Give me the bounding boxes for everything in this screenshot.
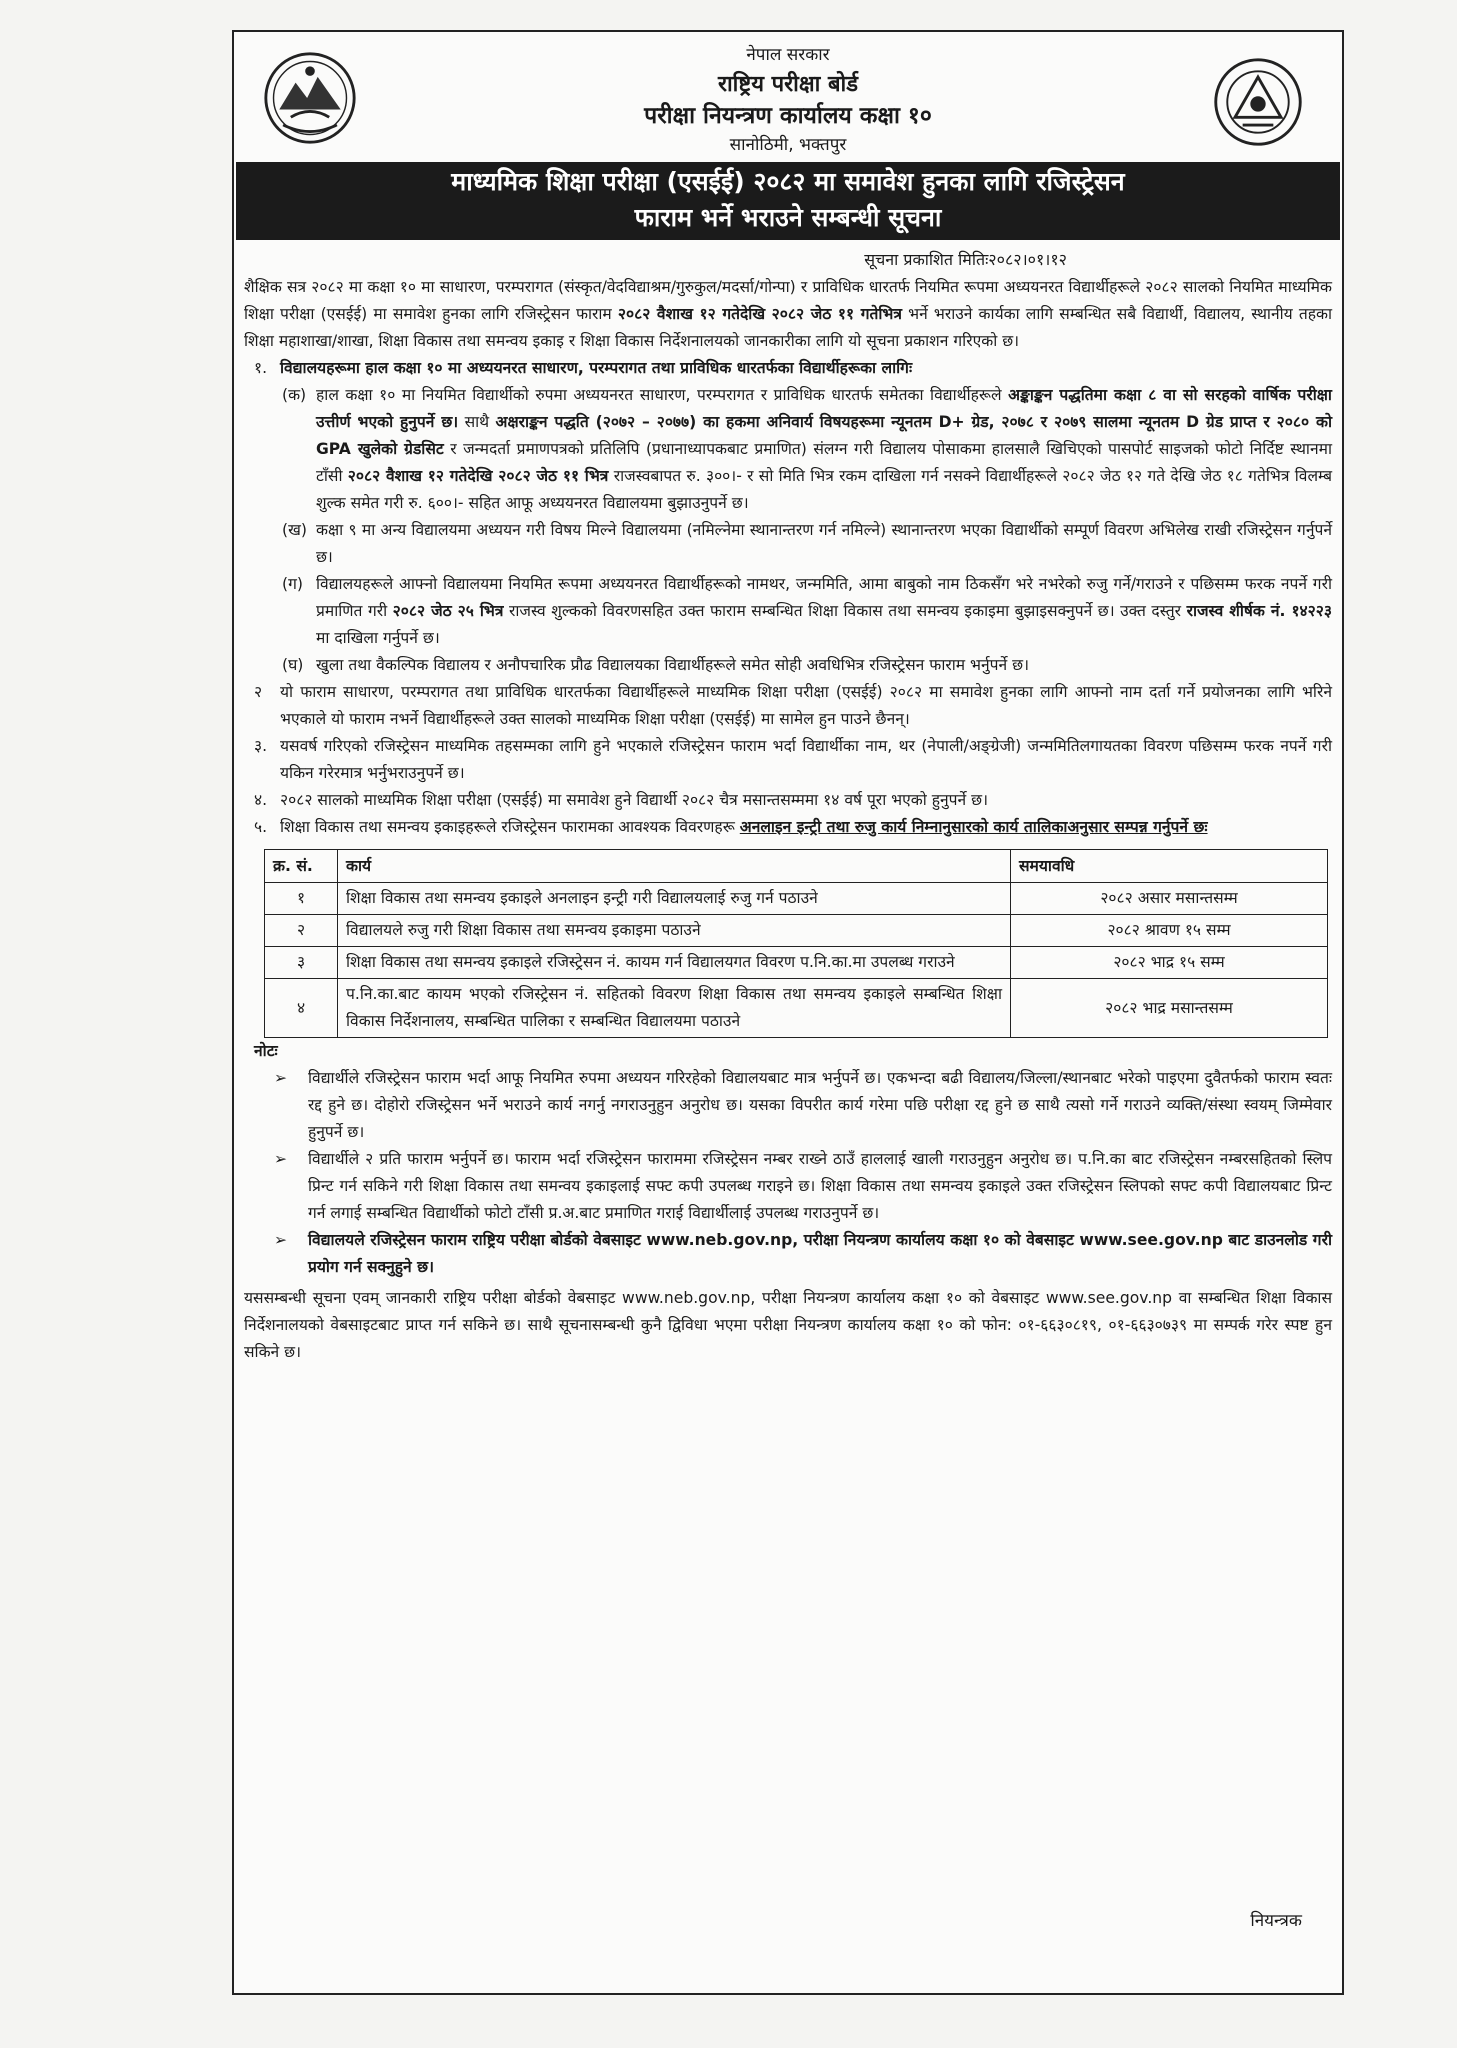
item-bold: २०८२ वैशाख १२ गतेदेखि २०८२ जेठ ११ भित्र — [347, 467, 609, 485]
intro-text-end: भर्ने भराउने कार्यका लागि सम्बन्धित सबै विद्यार्थी, विद्यालय, स्थानीय तहका शिक्षा महाशाखा/शाखा, शिक्षा विकास तथा समन्वय इकाइ र शिक्षा विकास निर्देशनालयको जानकारीका लागि यो सूचना प्रकाशन गरिएको छ। — [244, 305, 1333, 350]
item-text: र जन्मदर्ता प्रमाणपत्रको प्रतिलिपि (प्रधानाध्यापकबाट प्रमाणित) संलग्न गरी विद्यालय पोसाकमा हालसालै खिचिएको पासपोर्ट साइजको फोटो निर्दिष्ट स्थानमा टाँसी — [316, 440, 1332, 485]
item-marker: (ख) — [282, 521, 307, 539]
section-number: ५. — [254, 818, 268, 836]
government-name: नेपाल सरकार — [746, 45, 830, 65]
row-period: २०८२ असार मसान्तसम्म — [1011, 883, 1328, 915]
board-seal-icon — [1210, 54, 1306, 150]
notice-title-banner — [236, 162, 1340, 240]
item-text: खुला तथा वैकल्पिक विद्यालय र अनौपचारिक प्रौढ विद्यालयका विद्यार्थीहरूले समेत सोही अवधिभित्र रजिस्ट्रेसन फाराम भर्नुपर्ने छ। — [316, 656, 1029, 674]
header-sn: क्र. सं. — [265, 850, 338, 883]
item-text: राजस्वबापत रु. ३००।- र सो मिति भित्र रकम दाखिला गर्न नसक्ने विद्यार्थीहरूले २०८२ जेठ १२ गते देखि जेठ १८ गतेभित्र विलम्ब शुल्क समेत गरी रु. ६००।- सहित आफू अध्ययनरत विद्यालयमा बुझाउनुपर्ने छ। — [316, 467, 1332, 512]
publish-date: सूचना प्रकाशित मितिः२०८२।०१।१२ — [864, 250, 1067, 269]
section-3 — [244, 733, 1332, 787]
item-text: साथै — [458, 413, 496, 431]
row-period: २०८२ भाद्र मसान्तसम्म — [1011, 979, 1328, 1038]
item-text: विद्यालयहरूले आफ्नो विद्यालयमा नियमित रूपमा अध्ययनरत विद्यार्थीहरूको नामथर, जन्ममिति, आमा बाबुको नाम ठिकसँग भरे नभरेको रुजु गर्ने/गराउने र पछिसम्म फरक नपर्ने गरी प्रमाणित गरी — [316, 575, 1332, 620]
item-text: हाल कक्षा १० मा नियमित विद्यार्थीको रुपमा अध्ययनरत साधारण, परम्परागत र प्राविधिक धारतर्फ समेतका विद्यार्थीहरूले — [316, 386, 1009, 404]
board-name: राष्ट्रिय परीक्षा बोर्ड — [717, 72, 858, 97]
item-bold: राजस्व शीर्षक नं. १४२२३ — [1186, 602, 1332, 620]
row-sn: ३ — [265, 947, 338, 979]
section-1-title — [244, 355, 1332, 382]
section-number: ४. — [254, 791, 268, 809]
item-bold: अक्षराङ्कन पद्धति (२०७२ – २०७७) का हकमा अनिवार्य विषयहरूमा न्यूनतम D+ ग्रेड, २०७८ र २०७९ सालमा न्यूनतम D ग्रेड प्राप्त र २०८० को GPA खुलेको ग्रेडसिट — [316, 413, 1332, 458]
header-task: कार्य — [338, 850, 1011, 883]
item-text: मा दाखिला गर्नुपर्ने छ। — [316, 629, 440, 647]
table-row — [265, 883, 1328, 915]
schedule-table — [264, 849, 1328, 1038]
row-task: विद्यालयले रुजु गरी शिक्षा विकास तथा समन्वय इकाइमा पठाउने — [338, 915, 1011, 947]
section-text: शिक्षा विकास तथा समन्वय इकाइहरूले रजिस्ट्रेसन फारामका आवश्यक विवरणहरू — [280, 818, 740, 836]
note-item — [244, 1146, 1332, 1227]
row-sn: १ — [265, 883, 338, 915]
note-text: विद्यालयले रजिस्ट्रेसन फाराम राष्ट्रिय परीक्षा बोर्डको वेबसाइट www.neb.gov.np, परीक्षा नियन्त्रण कार्यालय कक्षा १० को वेबसाइट www.see.gov.np बाट डाउनलोड गरी प्रयोग गर्न सक्नुहुने छ। — [308, 1231, 1332, 1276]
note-text: विद्यार्थीले रजिस्ट्रेसन फाराम भर्दा आफू नियमित रुपमा अध्ययन गरिरहेको विद्यालयबाट मात्र भर्नुपर्ने छ। एकभन्दा बढी विद्यालय/जिल्ला/स्थानबाट भरेको पाइएमा दुवैतर्फको फाराम स्वतः रद्द हुने छ। दोहोरो रजिस्ट्रेसन भर्ने भराउने कार्य नगर्नु नगराउनुहुन अनुरोध छ। यसका विपरीत कार्य गरेमा पछि परीक्षा रद्द हुने छ साथै त्यसो गर्ने गराउने व्यक्ति/संस्था स्वयम् जिम्मेवार हुनुपर्ने छ। — [308, 1069, 1332, 1141]
item-text: राजस्व शुल्कको विवरणसहित उक्त फाराम सम्बन्धित शिक्षा विकास तथा समन्वय इकाइमा बुझाइसक्नुपर्ने छ। उक्त दस्तुर — [503, 602, 1187, 620]
arrow-bullet-icon: ➢ — [274, 1150, 288, 1168]
letterhead — [234, 32, 1342, 162]
item-marker: (घ) — [282, 656, 304, 674]
note-item — [244, 1227, 1332, 1281]
section-text: यो फाराम साधारण, परम्परागत तथा प्राविधिक धारतर्फका विद्यार्थीहरूले माध्यमिक शिक्षा परीक्षा (एसईई) २०८२ मा समावेश हुनका लागि आफ्नो नाम दर्ता गर्ने प्रयोजनका लागि भरिने भएकाले यो फाराम नभर्ने विद्यार्थीहरूले उक्त सालको माध्यमिक शिक्षा परीक्षा (एसईई) मा सामेल हुन पाउने छैनन्। — [280, 683, 1332, 728]
row-period: २०८२ श्रावण १५ सम्म — [1011, 915, 1328, 947]
section-1-ka — [244, 382, 1332, 517]
row-sn: ४ — [265, 979, 338, 1038]
section-bold: अनलाइन इन्ट्री तथा रुजु कार्य निम्नानुसारको कार्य तालिकाअनुसार सम्पन्न गर्नुपर्ने छः — [739, 818, 1208, 836]
section-1-ga — [244, 571, 1332, 652]
row-task: शिक्षा विकास तथा समन्वय इकाइले रजिस्ट्रेसन नं. कायम गर्न विद्यालयगत विवरण प.नि.का.मा उपलब्ध गराउने — [338, 947, 1011, 979]
section-text: यसवर्ष गरिएको रजिस्ट्रेसन माध्यमिक तहसम्मका लागि हुने भएकाले रजिस्ट्रेसन फाराम भर्दा विद्यार्थीका नाम, थर (नेपाली/अङ्ग्रेजी) जन्ममितिलगायतका विवरण पछिसम्म फरक नपर्ने गरी यकिन गरेरमात्र भर्नुभराउनुपर्ने छ। — [280, 737, 1332, 782]
table-row — [265, 979, 1328, 1038]
section-text: २०८२ सालको माध्यमिक शिक्षा परीक्षा (एसईई) मा समावेश हुने विद्यार्थी २०८२ चैत्र मसान्तसम्ममा १४ वर्ष पूरा भएको हुनुपर्ने छ। — [280, 791, 988, 809]
title-line-2: फाराम भर्ने भराउने सम्बन्धी सूचना — [634, 203, 942, 232]
row-period: २०८२ भाद्र १५ सम्म — [1011, 947, 1328, 979]
table-row — [265, 915, 1328, 947]
row-sn: २ — [265, 915, 338, 947]
section-1-gha — [244, 652, 1332, 679]
item-text: कक्षा ९ मा अन्य विद्यालयमा अध्ययन गरी विषय मिल्ने विद्यालयमा (नमिल्नेमा स्थानान्तरण गर्न नमिल्ने) स्थानान्तरण भएका विद्यार्थीको सम्पूर्ण विवरण अभिलेख राखी रजिस्ट्रेसन गर्नुपर्ने छ। — [316, 521, 1332, 566]
item-marker: (क) — [282, 386, 307, 404]
table-row — [265, 947, 1328, 979]
section-2 — [244, 679, 1332, 733]
notice-page — [232, 30, 1344, 1995]
row-task: प.नि.का.बाट कायम भएको रजिस्ट्रेसन नं. सहितको विवरण शिक्षा विकास तथा समन्वय इकाइले सम्बन्धित शिक्षा विकास निर्देशनालय, सम्बन्धित पालिका र सम्बन्धित विद्यालयमा पठाउने — [338, 979, 1011, 1038]
section-number: २ — [254, 683, 263, 701]
section-heading: विद्यालयहरूमा हाल कक्षा १० मा अध्ययनरत साधारण, परम्परागत तथा प्राविधिक धारतर्फका विद्यार्थीहरूका लागिः — [280, 359, 913, 377]
note-item — [244, 1065, 1332, 1146]
note-text: विद्यार्थीले २ प्रति फाराम भर्नुपर्ने छ। फाराम भर्दा रजिस्ट्रेसन फाराममा रजिस्ट्रेसन नम्बर राख्ने ठाउँ हाललाई खाली गराउनुहुन अनुरोध छ। प.नि.का बाट रजिस्ट्रेसन नम्बरसहितको स्लिप प्रिन्ट गर्न सकिने गरी शिक्षा विकास तथा समन्वय इकाइलाई सफ्ट कपी उपलब्ध गराइने छ। शिक्षा विकास तथा समन्वय इकाइले उक्त रजिस्ट्रेसन स्लिपको सफ्ट कपी विद्यालयबाट प्रिन्ट गर्न लगाई सम्बन्धित विद्यार्थीको फोटो टाँसी प्र.अ.बाट प्रमाणित गराई विद्यार्थीलाई उपलब्ध गराउनुपर्ने छ। — [308, 1150, 1332, 1222]
intro-paragraph — [244, 274, 1332, 355]
closing-paragraph: यससम्बन्धी सूचना एवम् जानकारी राष्ट्रिय परीक्षा बोर्डको वेबसाइट www.neb.gov.np, परीक्षा नियन्त्रण कार्यालय कक्षा १० को वेबसाइट www.see.gov.np वा सम्बन्धित शिक्षा विकास निर्देशनालयको वेबसाइटबाट प्राप्त गर्न सकिने छ। साथै सूचनासम्बन्धी कुनै द्विविधा भएमा परीक्षा नियन्त्रण कार्यालय कक्षा १० को फोन: ०१-६६३०८१९, ०१-६६३०७३९ मा सम्पर्क गरेर स्पष्ट हुन सकिने छ। — [244, 1289, 1332, 1361]
intro-text: शैक्षिक सत्र २०८२ मा कक्षा १० मा साधारण, परम्परागत (संस्कृत/वेदविद्याश्रम/गुरुकुल/मदर्सा/गोन्पा) र प्राविधिक धारतर्फ नियमित रूपमा अध्ययनरत विद्यार्थीहरूले २०८२ सालको नियमित माध्यमिक शिक्षा परीक्षा (एसईई) मा समावेश हुनका लागि रजिस्ट्रेसन फाराम — [244, 278, 1332, 323]
signature-title: नियन्त्रक — [1250, 1911, 1302, 1931]
section-number: १. — [254, 359, 268, 377]
item-marker: (ग) — [282, 575, 303, 593]
arrow-bullet-icon: ➢ — [274, 1231, 288, 1249]
office-address: सानोठिमी, भक्तपुर — [729, 135, 847, 155]
section-1-kha — [244, 517, 1332, 571]
notes-title: नोटः — [254, 1042, 278, 1060]
section-5 — [244, 814, 1332, 841]
section-4 — [244, 787, 1332, 814]
item-bold: २०८२ जेठ २५ भित्र — [392, 602, 504, 620]
table-header-row — [265, 850, 1328, 883]
section-number: ३. — [254, 737, 268, 755]
notice-body — [234, 274, 1342, 1366]
header-period: समयावधि — [1011, 850, 1328, 883]
title-line-1: माध्यमिक शिक्षा परीक्षा (एसईई) २०८२ मा समावेश हुनका लागि रजिस्ट्रेसन — [451, 167, 1125, 196]
item-bold: अङ्काङ्कन पद्धतिमा कक्षा ८ वा सो सरहको वार्षिक परीक्षा उत्तीर्ण भएको हुनुपर्ने छ। — [316, 386, 1332, 431]
intro-date-range: २०८२ वैशाख १२ गतेदेखि २०८२ जेठ ११ गतेभित्र — [617, 305, 903, 323]
row-task: शिक्षा विकास तथा समन्वय इकाइले अनलाइन इन्ट्री गरी विद्यालयलाई रुजु गर्न पठाउने — [338, 883, 1011, 915]
arrow-bullet-icon: ➢ — [274, 1069, 288, 1087]
office-name: परीक्षा नियन्त्रण कार्यालय कक्षा १० — [644, 103, 932, 129]
